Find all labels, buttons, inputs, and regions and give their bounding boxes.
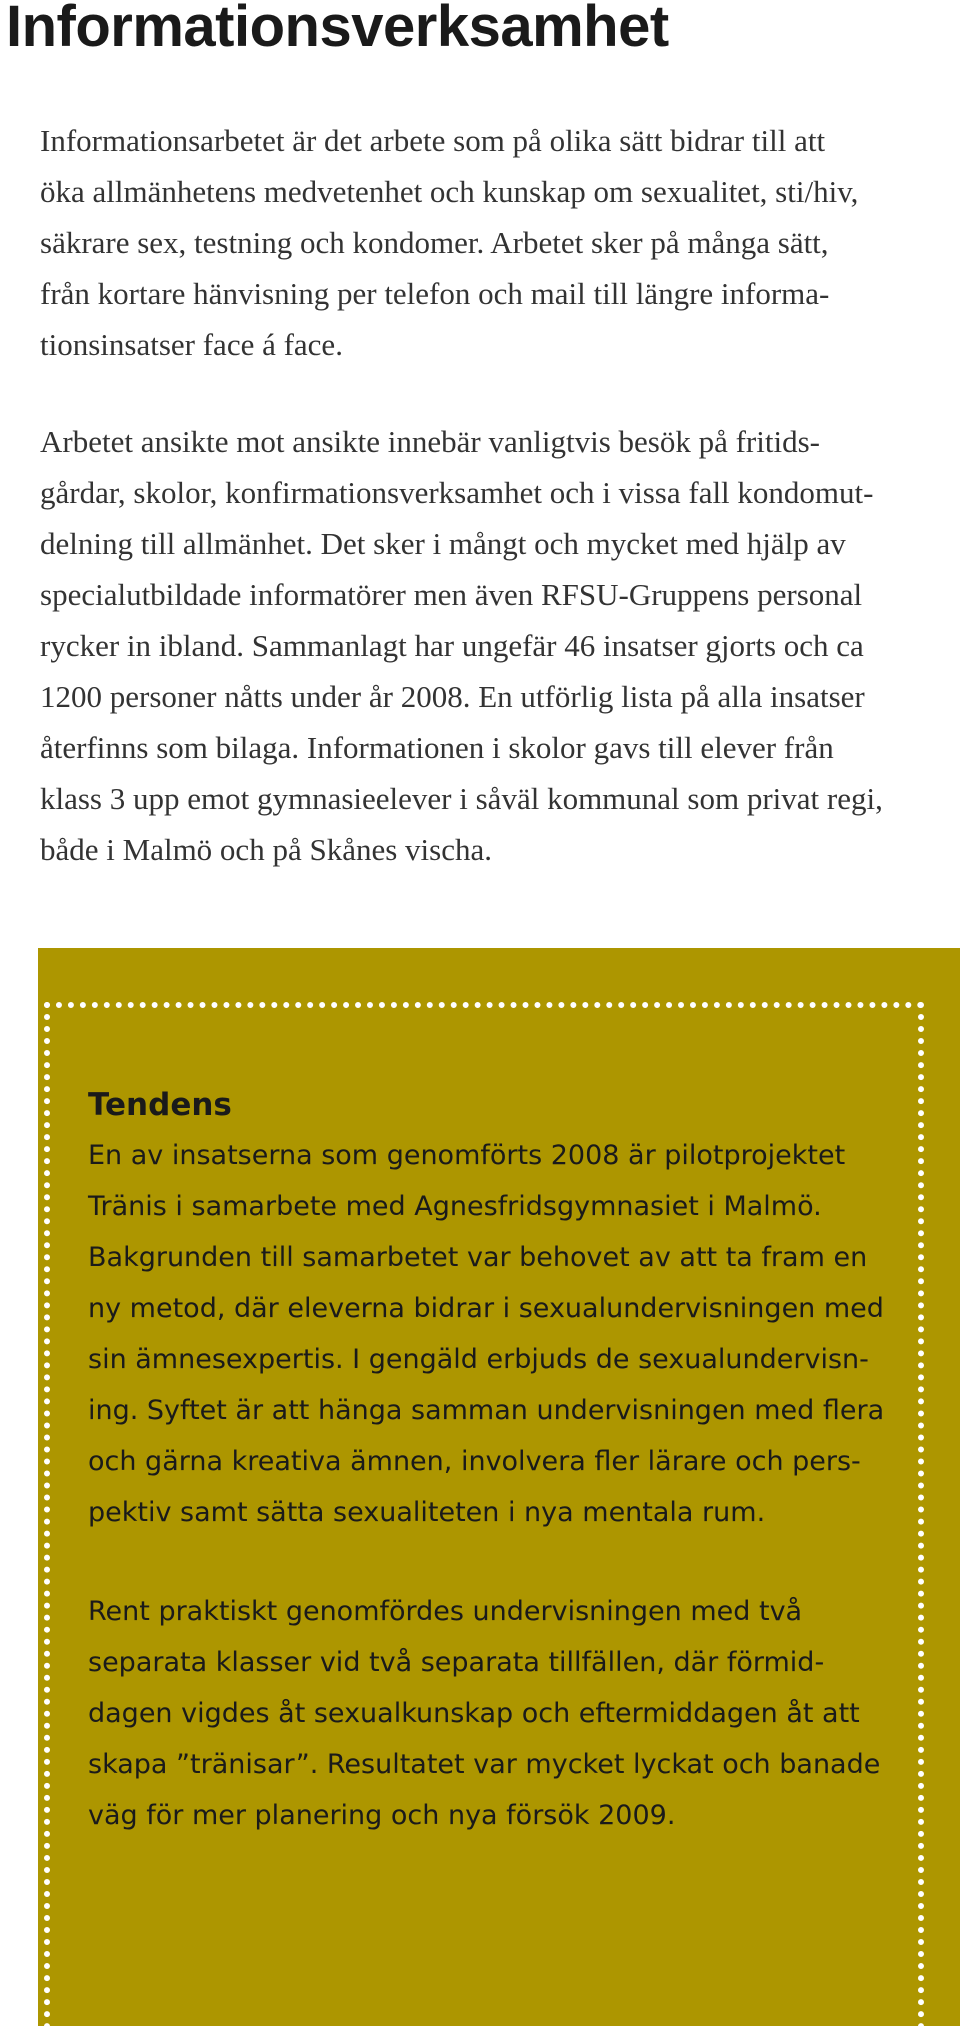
tendens-paragraph-2: Rent praktiskt genomfördes undervisningen med två separata klasser vid två separata tillfällen, där förmid- dagen vigdes åt sexualkunskap och eftermiddagen åt att skapa ”tränisar”. Resultatet var mycket lyckat och banade väg för mer planering och nya försök 2009. bbox=[88, 1596, 881, 1831]
body-paragraph-1: Informationsarbetet är det arbete som på olika sätt bidrar till att öka allmänhetens medvetenhet och kunskap om sexualitet, sti/hiv, säkrare sex, testning och kondomer. Arbetet sker på många sätt, från kortare hänvisning per telefon och mail till längre informa- tionsinsatser face á face. bbox=[40, 123, 859, 362]
tendens-heading: Tendens bbox=[88, 1087, 232, 1123]
body-paragraph-2: Arbetet ansikte mot ansikte innebär vanligtvis besök på fritids- gårdar, skolor, konfirmationsverksamhet och i vissa fall kondomut- delning till allmänhet. Det sker i mångt och mycket med hjälp av specialutbildade informatörer men även RFSU-Gruppens personal rycker in ibland. Sammanlagt har ungefär 46 insatser gjorts och ca 1200 personer nåtts under år 2008. En utförlig lista på alla insatser återfinns som bilaga. Informationen i skolor gavs till elever från klass 3 upp emot gymnasieelever i såväl kommunal som privat regi, både i Malmö och på Skånes vischa. bbox=[40, 424, 883, 867]
page-title: Informationsverksamhet bbox=[6, 0, 669, 59]
tendens-paragraph-1: En av insatserna som genomförts 2008 är pilotprojektet Tränis i samarbete med Agnesfridsgymnasiet i Malmö. Bakgrunden till samarbetet var behovet av att ta fram en ny metod, där eleverna bidrar i sexualundervisningen med sin ämnesexpertis. I gengäld erbjuds de sexualundervisn- ing. Syftet är att hänga samman undervisningen med flera och gärna kreativa ämnen, involvera fler lärare och pers- pektiv samt sätta sexualiteten i nya mentala rum. bbox=[88, 1140, 885, 1528]
